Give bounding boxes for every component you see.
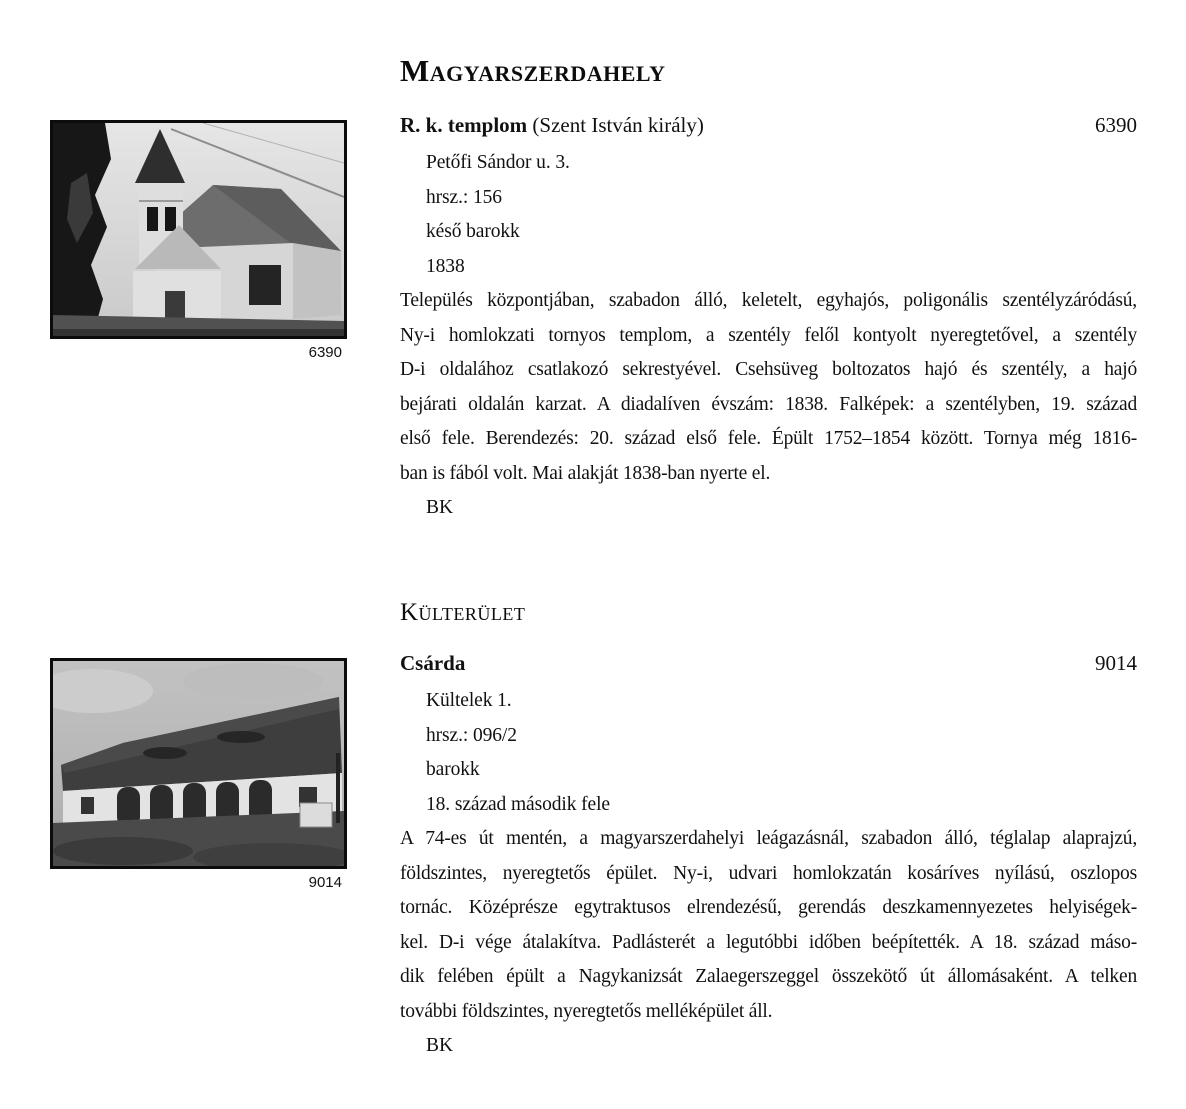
entry-description-line: bejárati oldalán karzat. A diadalíven évszám: 1838. Falképek: a szentélyben, 19. század bbox=[400, 393, 1137, 415]
entry-parcel: hrsz.: 096/2 bbox=[426, 724, 517, 746]
entry-author: BK bbox=[426, 497, 454, 518]
church-photo bbox=[53, 123, 344, 336]
photo-frame bbox=[50, 658, 347, 869]
entry-description-line: D-i oldalához csatlakozó sekrestyével. Csehsüveg boltozatos hajó és szentély, a hajó bbox=[400, 359, 1137, 380]
entry-description bbox=[400, 284, 1137, 491]
entry-style: barokk bbox=[426, 759, 480, 780]
entry-church bbox=[400, 110, 1137, 526]
entry-description-line: dik felében épült a Nagykanizsát Zalaegerszeggel összekötő út állomásaként. A telken bbox=[400, 966, 1137, 987]
entry-name-suffix: (Szent István király) bbox=[527, 113, 704, 137]
entry-description-line: földszintes, nyeregtetős épület. Ny-i, udvari homlokzatán kosáríves nyílású, oszlopos bbox=[400, 862, 1137, 884]
entry-number: 6390 bbox=[1095, 113, 1137, 137]
entry-description bbox=[400, 822, 1137, 1029]
entry-date: 1838 bbox=[426, 255, 465, 277]
entry-number: 9014 bbox=[1095, 651, 1137, 675]
entry-date: 18. század második fele bbox=[426, 793, 610, 815]
entry-style: késő barokk bbox=[426, 221, 520, 242]
photo-block-church bbox=[50, 120, 347, 361]
entry-description-line: Település központjában, szabadon álló, keletelt, egyhajós, poligonális szentélyzáródású, bbox=[400, 290, 1137, 311]
entry-author: BK bbox=[426, 1035, 454, 1056]
entry-name: R. k. templom bbox=[400, 113, 528, 137]
entry-description-line: első fele. Berendezés: 20. század első fele. Épült 1752–1854 között. Tornya még 1816- bbox=[400, 428, 1137, 449]
entry-title bbox=[400, 110, 704, 140]
photo-frame bbox=[50, 120, 347, 339]
entry-title bbox=[400, 648, 465, 678]
photo-caption: 9014 bbox=[308, 874, 342, 891]
entry-address: Kültelek 1. bbox=[426, 690, 512, 711]
entry-name: Csárda bbox=[400, 651, 466, 675]
entry-header bbox=[400, 110, 1137, 140]
entry-description-line: további földszintes, nyeregtetős melléképület áll. bbox=[400, 1000, 773, 1022]
entry-description-line: A 74-es út mentén, a magyarszerdahelyi leágazásnál, szabadon álló, téglalap alaprajzú, bbox=[400, 828, 1137, 849]
entry-description-line: tornác. Középrésze egytraktusos elrendezésű, gerendás deszkamennyezetes helyiségek- bbox=[400, 897, 1137, 918]
entry-parcel: hrsz.: 156 bbox=[426, 186, 502, 208]
photo-caption: 6390 bbox=[308, 344, 342, 361]
entry-description-line: kel. D-i vége átalakítva. Padlásterét a legutóbbi időben beépítették. A 18. század máso- bbox=[400, 931, 1137, 953]
inn-photo bbox=[53, 661, 344, 866]
page-title: Magyarszerdahely bbox=[400, 52, 666, 88]
section-heading: Külterület bbox=[400, 598, 526, 626]
photo-block-inn bbox=[50, 658, 347, 891]
entry-header bbox=[400, 648, 1137, 678]
entry-address: Petőfi Sándor u. 3. bbox=[426, 152, 570, 173]
entry-description-line: ban is fából volt. Mai alakját 1838-ban nyerte el. bbox=[400, 462, 771, 484]
entry-description-line: Ny-i homlokzati tornyos templom, a szentély felől kontyolt nyeregtetővel, a szentély bbox=[400, 324, 1137, 346]
entry-inn bbox=[400, 648, 1137, 1064]
